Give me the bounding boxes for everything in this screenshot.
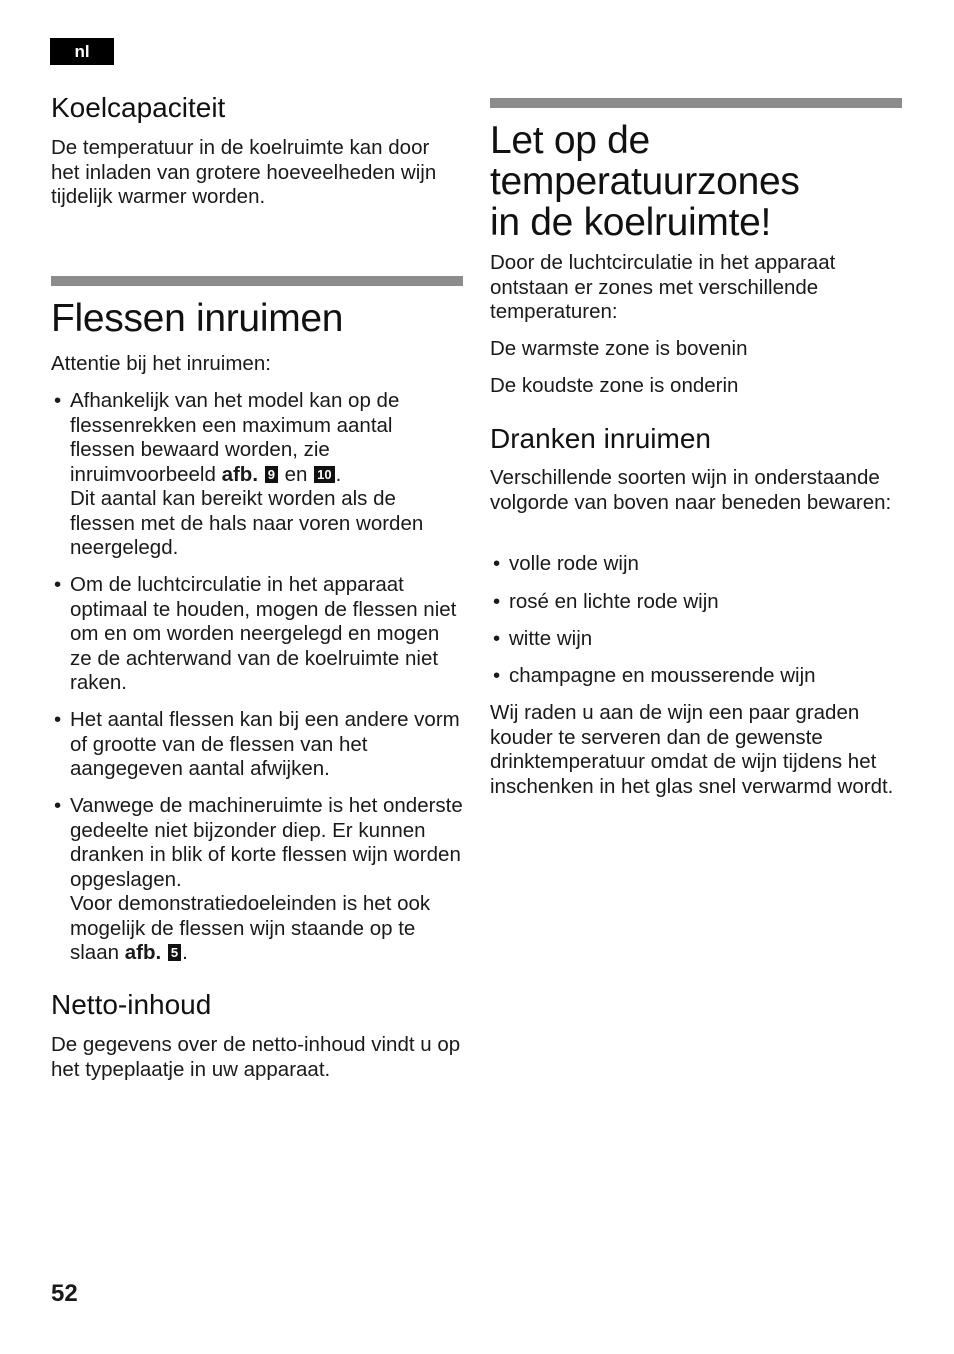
dranken-advice: Wij raden u aan de wijn een paar graden kouder te serveren dan de gewenste drinktemperatuur omdat de wijn tijdens het inschenken in het glas snel verwarmd wordt. xyxy=(490,701,894,798)
list-item: • Afhankelijk van het model kan op de flessenrekken een maximum aantal flessen bewaard worden, zie inruimvoorbeeld afb. 9 en 10 . Dit aantal kan bereikt worden als de flessen met de hals naar voren worden neergelegd. xyxy=(51,389,463,561)
section-divider xyxy=(51,276,463,286)
page-number: 52 xyxy=(51,1280,78,1307)
zones-heading: Let op de temperatuurzones in de koelruimte! xyxy=(490,119,800,244)
koelcapaciteit-text: De temperatuur in de koelruimte kan door het inladen van grotere hoeveelheden wijn tijdelijk warmer worden. xyxy=(51,136,437,208)
language-tag: nl xyxy=(50,38,114,65)
flessen-list xyxy=(51,389,463,561)
zones-text: Door de luchtcirculatie in het apparaat ontstaan er zones met verschillende temperaturen: xyxy=(490,251,836,323)
list-item: • Het aantal flessen kan bij een andere vorm of grootte van de flessen van het aangegeven aantal afwijken. xyxy=(51,708,463,782)
dranken-intro: Verschillende soorten wijn in onderstaande volgorde van boven naar beneden bewaren: xyxy=(490,466,892,514)
warm-zone-text: De warmste zone is bovenin xyxy=(490,337,748,360)
flessen-list xyxy=(51,708,463,782)
flessen-intro: Attentie bij het inruimen: xyxy=(51,352,271,375)
wine-list xyxy=(490,590,902,615)
figure-reference: afb. xyxy=(221,462,259,486)
figure-number: 5 xyxy=(168,944,181,961)
wine-list xyxy=(490,664,902,689)
list-item: • champagne en mousserende wijn xyxy=(490,664,902,689)
flessen-list xyxy=(51,573,463,696)
list-item: • volle rode wijn xyxy=(490,552,902,577)
wine-list xyxy=(490,552,902,577)
flessen-list xyxy=(51,794,463,966)
wine-list xyxy=(490,627,902,652)
koelcapaciteit-heading: Koelcapaciteit xyxy=(51,92,226,123)
figure-number: 9 xyxy=(265,466,278,483)
section-divider xyxy=(490,98,902,108)
list-item: • rosé en lichte rode wijn xyxy=(490,590,902,615)
dranken-heading: Dranken inruimen xyxy=(490,423,711,454)
figure-reference: afb. xyxy=(124,941,162,964)
figure-number: 10 xyxy=(314,466,334,483)
flessen-heading: Flessen inruimen xyxy=(51,297,344,340)
list-item: • witte wijn xyxy=(490,627,902,652)
list-item: • Vanwege de machineruimte is het onderste gedeelte niet bijzonder diep. Er kunnen dranken in blik of korte flessen wijn worden opgeslagen. Voor demonstratiedoeleinden is het ook mogelijk de flessen wijn staande op te slaan afb. 5 . xyxy=(51,794,463,966)
cold-zone-text: De koudste zone is onderin xyxy=(490,374,739,397)
list-item: • Om de luchtcirculatie in het apparaat optimaal te houden, mogen de flessen niet om en om worden neergelegd en mogen ze de achterwand van de koelruimte niet raken. xyxy=(51,573,463,696)
netto-text: De gegevens over de netto-inhoud vindt u op het typeplaatje in uw apparaat. xyxy=(51,1033,461,1081)
netto-heading: Netto-inhoud xyxy=(51,989,212,1020)
